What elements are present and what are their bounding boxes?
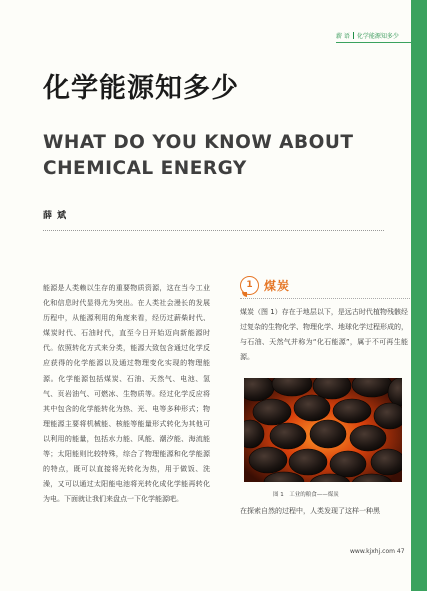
article-title: 化学能源知多少 [43, 73, 239, 104]
author-name: 薛 斌 [43, 211, 68, 221]
header-separator [353, 32, 354, 39]
article-title-english: WHAT DO YOU KNOW ABOUT CHEMICAL ENERGY [43, 132, 354, 179]
header-rule [336, 42, 411, 43]
page-number: 47 [396, 548, 405, 555]
running-header [336, 29, 399, 41]
footer-url: www.kjxhj.com [350, 548, 395, 555]
coal-paragraph: 煤炭（图 1）存在于地层以下，是远古时代植物残骸经过复杂的生物化学、物理化学、地球化学过程形成的，与石油、天然气并称为“化石能源”，属于不可再生能源。 [240, 308, 408, 362]
section-number-badge: 1 [240, 276, 259, 295]
header-section: 薪 语 [336, 32, 350, 40]
section-title: 煤炭 [264, 278, 291, 293]
side-color-bar [411, 0, 427, 591]
page-footer [350, 548, 405, 555]
figure-caption: 图 1 工业的粮食——煤炭 [273, 492, 339, 498]
header-column: 化学能源知多少 [356, 32, 399, 40]
burning-coal-photo [244, 378, 402, 482]
intro-paragraph: 能源是人类赖以生存的重要物质资源，这在当今工业化和信息时代显得尤为突出。在人类社会漫长的发展历程中，从能源利用的角度来看，经历过薪柴时代、煤炭时代、石油时代，直至今日开始迈向新能源时代。依照转化方式来分类，能源大致包含通过化学反应获得的化学能源以及通过物理变化实现的物理能源。化学能源包括煤炭、石油、天然气、电池、氢气、页岩油气、可燃冰、生物质等。经过化学反应将其中包含的化学能转化为热、光、电等多种形式；物理能源主要将机械能、核能等能量形式转化为其他可以利用的能量，包括水力能、风能、潮汐能、海流能等；太阳能则比较特殊，综合了物理能源和化学能源的特点，既可以直接将光转化为热，用于做饭、洗澡，又可以通过太阳能电池将光转化成化学能再转化为电。下面就让我们来盘点一下化学能源吧。 [43, 284, 210, 504]
dotted-divider [43, 230, 384, 231]
continued-paragraph: 在探索自然的过程中，人类发现了这样一种黑 [240, 507, 380, 515]
section-heading [240, 273, 290, 297]
section-dotted-rule [240, 298, 410, 299]
